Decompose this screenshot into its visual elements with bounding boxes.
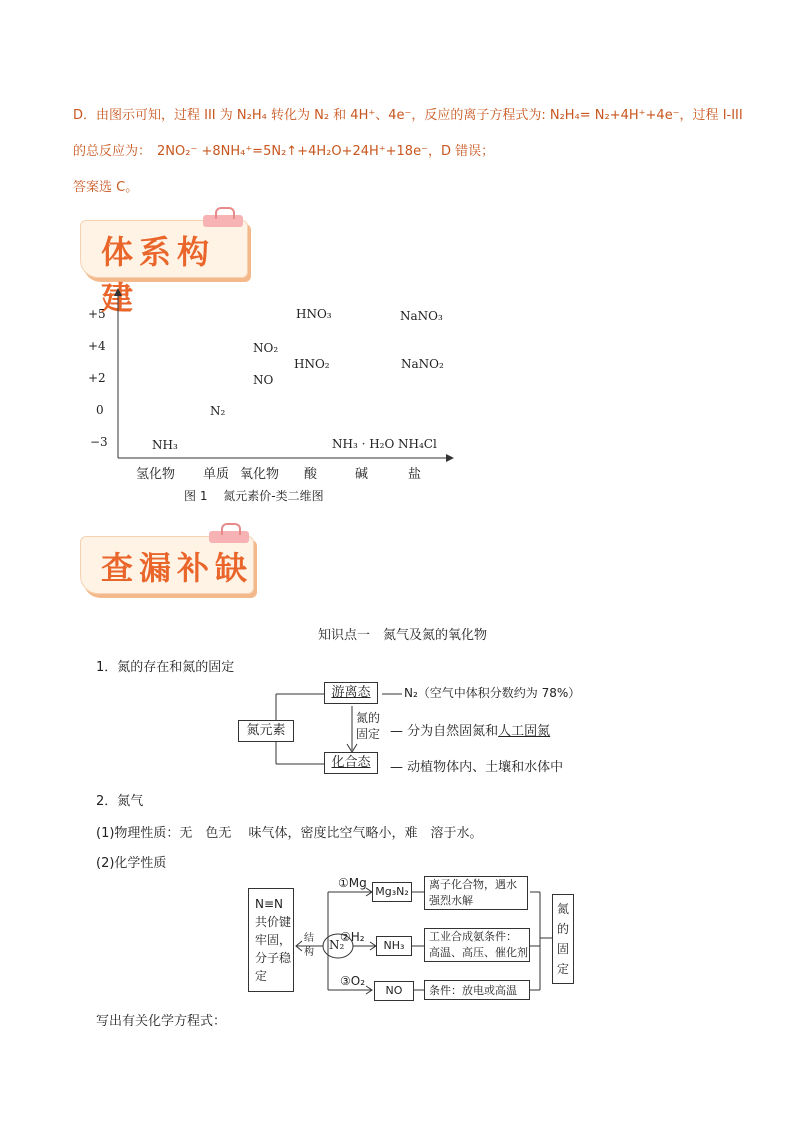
structure-label: 结 构 (304, 933, 314, 958)
mg3n2-box: Mg₃N₂ (372, 882, 412, 902)
species-nano2: NaNO₂ (401, 357, 444, 371)
section-banner-system (80, 220, 248, 317)
compound-note: — 动植物体内、土壤和水体中 (390, 760, 564, 775)
branch-mg-label: ①Mg (338, 876, 367, 890)
n2-center: N₂ (329, 938, 345, 952)
nh3-box: NH₃ (376, 936, 412, 956)
x-label-salt: 盐 (408, 467, 422, 482)
physical-properties: (1)物理性质：无 色无 味气体，密度比空气略小，难 溶于水。 (96, 826, 483, 841)
chart-caption: 图 1 氮元素价-类二维图 (184, 489, 324, 503)
section-2-title: 2．氮气 (96, 794, 144, 809)
x-label-acid: 酸 (304, 467, 318, 482)
y-label-0: 0 (96, 403, 104, 417)
banner-title: 查漏补缺 (101, 549, 254, 587)
x-label-element: 单质 (203, 467, 230, 482)
knowledge-heading: 知识点一 氮气及氮的氧化物 (318, 628, 488, 643)
species-nano3: NaNO₃ (400, 309, 443, 323)
paper-clip-icon (209, 531, 249, 543)
fixation-label: 氮的 固定 (356, 711, 381, 741)
ionic-note-box: 离子化合物，遇水 强烈水解 (424, 876, 528, 910)
ammonia-note-box: 工业合成氨条件： 高温、高压、催化剂 (424, 928, 530, 962)
species-nh3h2o: NH₃ · H₂O (332, 437, 395, 451)
fixation-box: 氮 的 固 定 (552, 894, 574, 984)
no-box: NO (374, 981, 414, 1001)
n2-note: N₂（空气中体积分数约为 78%） (404, 686, 581, 700)
species-n2: N₂ (210, 404, 226, 418)
paper-clip-icon (203, 215, 243, 227)
compound-state-box: 化合态 (324, 752, 378, 774)
answer-line: 答案选 C。 (73, 180, 139, 195)
structure-box: N≡N 共价键 牢固， 分子稳 定 (248, 888, 294, 992)
y-label-minus3: −3 (90, 435, 108, 449)
total-equation: 2NO₂⁻ +8NH₄⁺=5N₂↑+4H₂O+24H⁺+18e⁻ (157, 144, 428, 159)
branch-o2-label: ③O₂ (340, 974, 366, 988)
valence-class-chart (80, 284, 470, 514)
free-state-box: 游离态 (324, 682, 378, 704)
write-equations-prompt: 写出有关化学方程式： (96, 1014, 227, 1029)
y-label-plus5: +5 (88, 307, 106, 321)
x-label-oxide: 氧化物 (240, 467, 280, 482)
x-label-base: 碱 (355, 467, 369, 482)
nitrogen-chemistry-diagram (248, 872, 588, 1002)
fixation-note: — 分为自然固氮和人工固氮 (390, 724, 551, 739)
no-note-box: 条件：放电或高温 (424, 980, 530, 1000)
species-no2: NO₂ (253, 341, 279, 355)
branch-h2-label: ②H₂ (340, 930, 365, 944)
species-hno3: HNO₃ (296, 307, 332, 321)
y-label-plus4: +4 (88, 339, 106, 353)
nitrogen-existence-diagram (236, 680, 596, 780)
species-hno2: HNO₂ (294, 357, 330, 371)
section-1-title: 1．氮的存在和氮的固定 (96, 660, 235, 675)
species-nh3: NH₃ (152, 438, 178, 452)
species-nh4cl: NH₄Cl (398, 437, 437, 451)
element-box: 氮元素 (238, 720, 294, 742)
section-banner-review (80, 536, 254, 594)
chemical-properties: (2)化学性质 (96, 856, 167, 871)
text-line-2: 的总反应为： 2NO₂⁻ +8NH₄⁺=5N₂↑+4H₂O+24H⁺+18e⁻，D 错误； (73, 144, 495, 159)
y-label-plus2: +2 (88, 371, 106, 385)
species-no: NO (253, 373, 274, 387)
text-line-1: D．由图示可知，过程 III 为 N₂H₄ 转化为 N₂ 和 4H⁺、4e⁻，反应的离子方程式为: N₂H₄= N₂+4H⁺+4e⁻，过程 I-III (73, 108, 743, 123)
x-label-hydride: 氢化物 (136, 467, 176, 482)
banner-title: 体系构建 (101, 233, 216, 317)
